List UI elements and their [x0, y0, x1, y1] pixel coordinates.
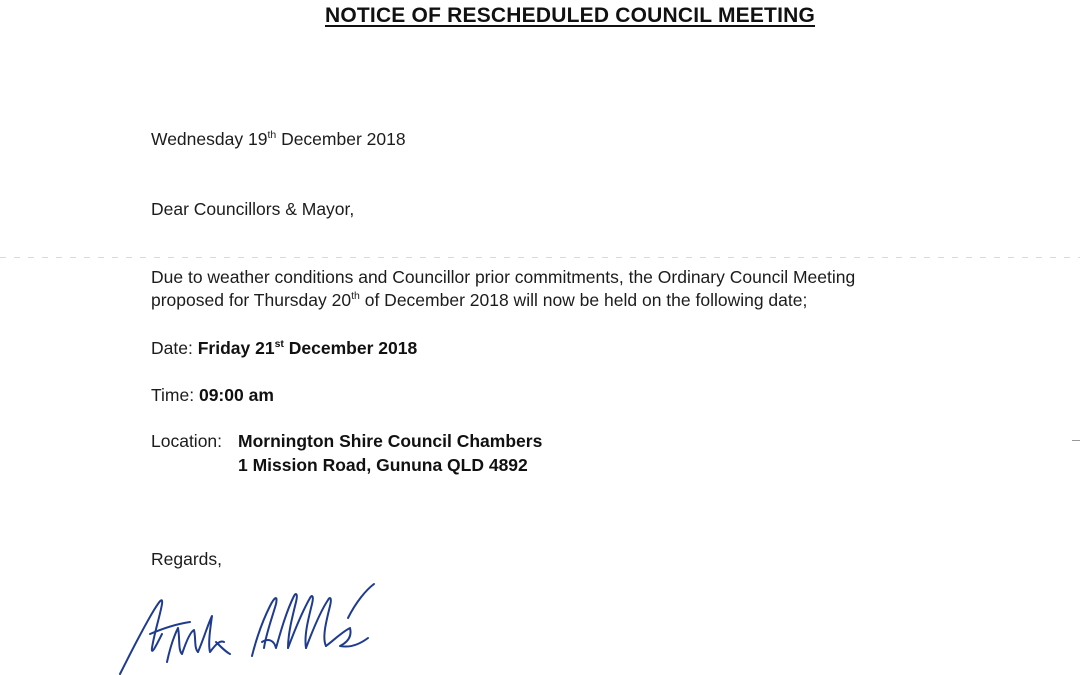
meeting-date-value: Friday 21: [197, 338, 275, 358]
page-title: NOTICE OF RESCHEDULED COUNCIL MEETING: [324, 4, 816, 27]
location-line-2: 1 Mission Road, Gununa QLD 4892: [238, 455, 528, 475]
letter-date-ordinal: th: [267, 129, 277, 141]
letter-date: [151, 128, 406, 151]
body-line-2-pre: proposed for Thursday 20: [151, 290, 352, 310]
meeting-location-value: [238, 429, 542, 477]
meeting-date-ordinal: st: [274, 338, 284, 350]
scan-artifact-line: [0, 257, 1080, 258]
closing: Regards,: [151, 549, 223, 569]
letter-date-main: Wednesday 19: [151, 129, 268, 149]
salutation: Dear Councillors & Mayor,: [151, 199, 355, 219]
meeting-location-label: Location:: [151, 431, 223, 451]
meeting-time-value: 09:00 am: [198, 385, 274, 405]
body-line-1: Due to weather conditions and Councillor prior commitments, the Ordinary Council Meeting: [151, 267, 856, 287]
meeting-location: [151, 429, 542, 477]
handwritten-signature: [112, 582, 402, 675]
meeting-time-label: Time:: [151, 385, 199, 405]
meeting-date-label: Date:: [151, 338, 198, 358]
margin-mark: [1072, 440, 1080, 441]
body-line-2-post: of December 2018 will now be held on the following date;: [359, 290, 808, 310]
meeting-date: [151, 337, 417, 360]
letter-date-rest: December 2018: [276, 129, 406, 149]
body-line-2: [151, 289, 807, 312]
meeting-date-rest: December 2018: [283, 338, 418, 358]
location-line-1: Mornington Shire Council Chambers: [238, 431, 543, 451]
meeting-time: [151, 384, 274, 407]
body-line-2-ordinal: th: [351, 290, 360, 302]
